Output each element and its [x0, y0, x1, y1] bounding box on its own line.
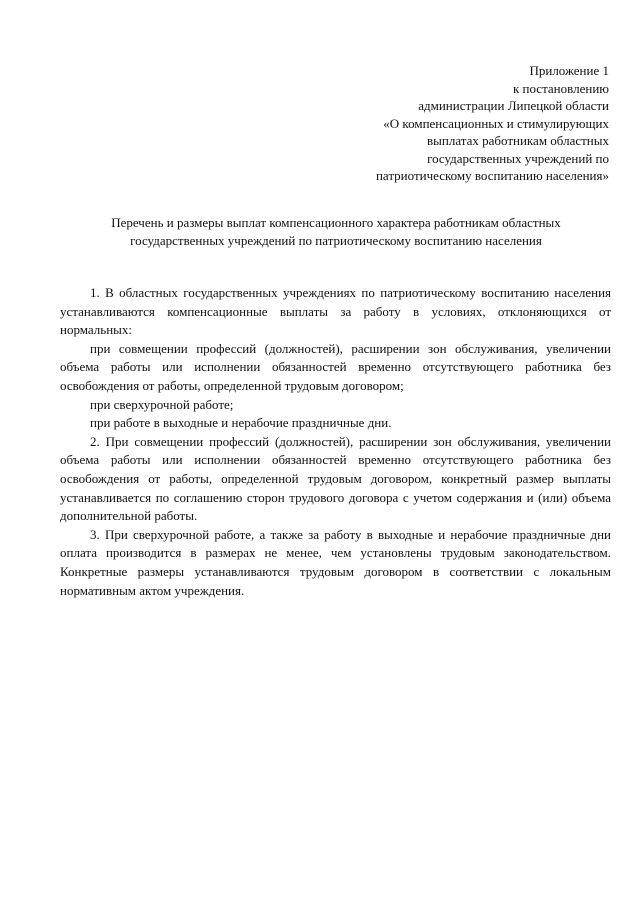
title-line: Перечень и размеры выплат компенсационного характера работникам областных — [111, 215, 561, 230]
title-line: государственных учреждений по патриотическому воспитанию населения — [130, 232, 542, 248]
appendix-line: выплатах работникам областных — [427, 133, 609, 148]
document-body — [60, 284, 611, 600]
document-title — [60, 214, 612, 249]
paragraph-3: 3. При сверхурочной работе, а также за работу в выходные и нерабочие праздничные дни оплата производится в размерах не менее, чем установлены трудовым законодательством. Конкретные размеры устанавливаются трудовым договором в соответствии с локальным нормативным актом учреждения. — [60, 526, 611, 598]
appendix-line: Приложение 1 — [529, 63, 609, 78]
paragraph-2: 2. При совмещении профессий (должностей), расширении зон обслуживания, увеличении объема работы или исполнении обязанностей временно отсутствующего работника без освобождения от работы, определенной трудовым договором, конкретный размер выплаты устанавливается по соглашению сторон трудового договора с учетом содержания и (или) объема дополнительной работы. — [60, 433, 611, 524]
appendix-block — [309, 62, 609, 185]
appendix-line: государственных учреждений по — [427, 150, 609, 166]
appendix-line: администрации Липецкой области — [418, 98, 609, 113]
appendix-line: к постановлению — [512, 80, 609, 96]
paragraph-overtime: при сверхурочной работе; — [90, 396, 234, 412]
paragraph-combining-positions: при совмещении профессий (должностей), расширении зон обслуживания, увеличении объема работы или исполнении обязанностей временно отсутствующего работника без освобождения от работы, определенной трудовым договором; — [60, 340, 611, 393]
appendix-line: «О компенсационных и стимулирующих — [383, 115, 609, 131]
appendix-line: патриотическому воспитанию населения» — [375, 168, 609, 183]
paragraph-1: 1. В областных государственных учреждениях по патриотическому воспитанию населения устанавливаются компенсационные выплаты за работу в условиях, отклоняющихся от нормальных: — [60, 285, 611, 338]
paragraph-holidays: при работе в выходные и нерабочие праздничные дни. — [90, 415, 392, 431]
